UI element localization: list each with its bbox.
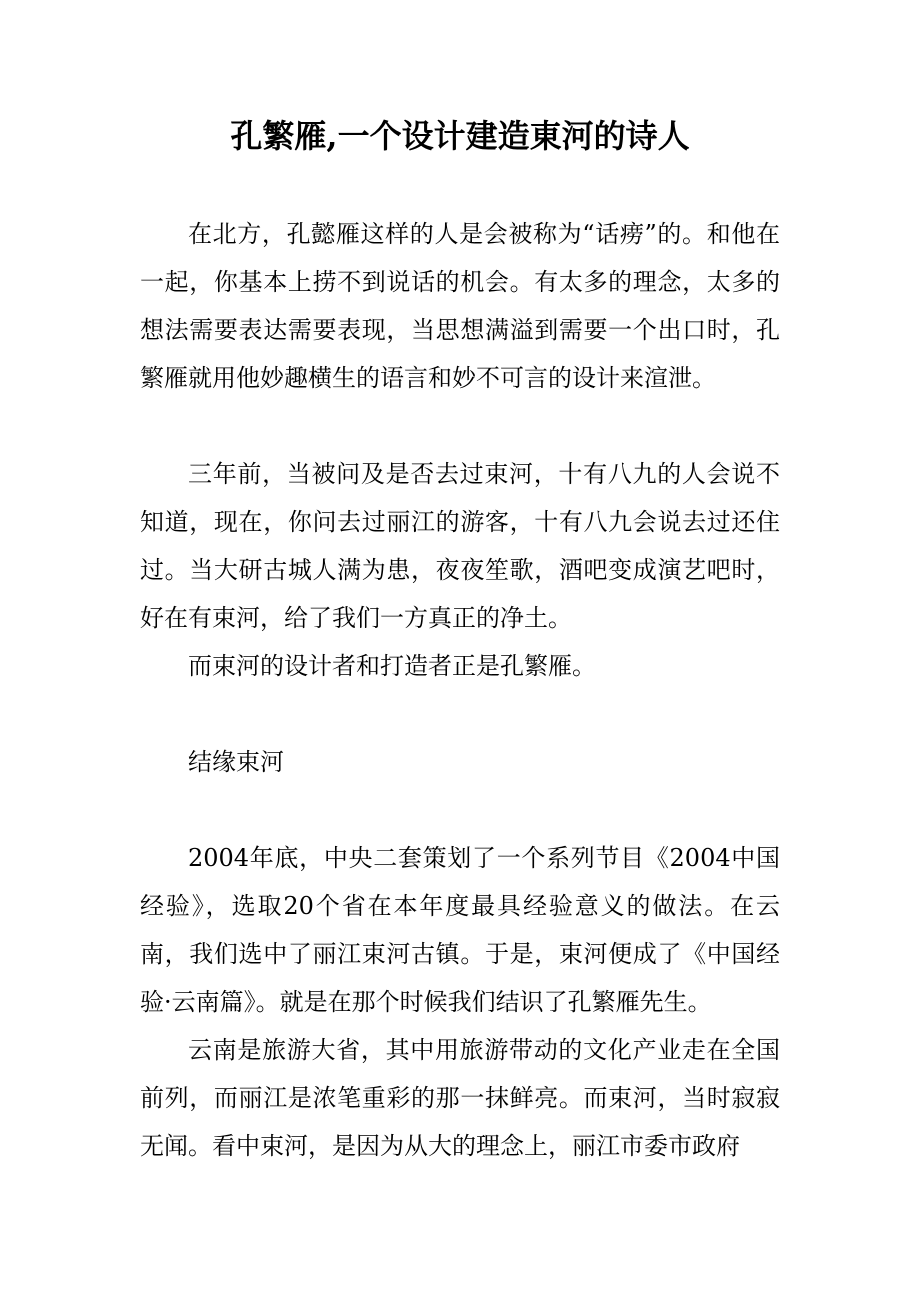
paragraph-2004: 2004年底，中央二套策划了一个系列节目《2004中国经验》，选取20个省在本年度最具经验意义的做法。在云南，我们选中了丽江束河古镇。于是，束河便成了《中国经验·云南篇》。就是在那个时候我们结识了孔繁雁先生。 [140, 844, 780, 1016]
document-title: 孔繁雁,一个设计建造東河的诗人 [230, 117, 690, 155]
paragraph-yunnan: 云南是旅游大省，其中用旅游带动的文化产业走在全国前列，而丽江是浓笔重彩的那一抹鲜亮。而束河，当时寂寂无闻。看中束河，是因为从大的理念上，丽江市委市政府 [140, 1036, 780, 1160]
paragraph-three-years-ago: 三年前，当被问及是否去过束河，十有八九的人会说不知道，现在，你问去过丽江的游客，十有八九会说去过还住过。当大研古城人满为患，夜夜笙歌，酒吧变成演艺吧时，好在有束河，给了我们一方真正的净土。 [140, 460, 780, 632]
section-heading: 结缘束河 [188, 748, 284, 776]
paragraph-designer: 而束河的设计者和打造者正是孔繁雁。 [188, 652, 596, 680]
paragraph-intro: 在北方，孔懿雁这样的人是会被称为“话痨”的。和他在一起，你基本上捞不到说话的机会。有太多的理念，太多的想法需要表达需要表现，当思想满溢到需要一个出口时，孔繁雁就用他妙趣横生的语言和妙不可言的设计来渲泄。 [140, 220, 780, 392]
